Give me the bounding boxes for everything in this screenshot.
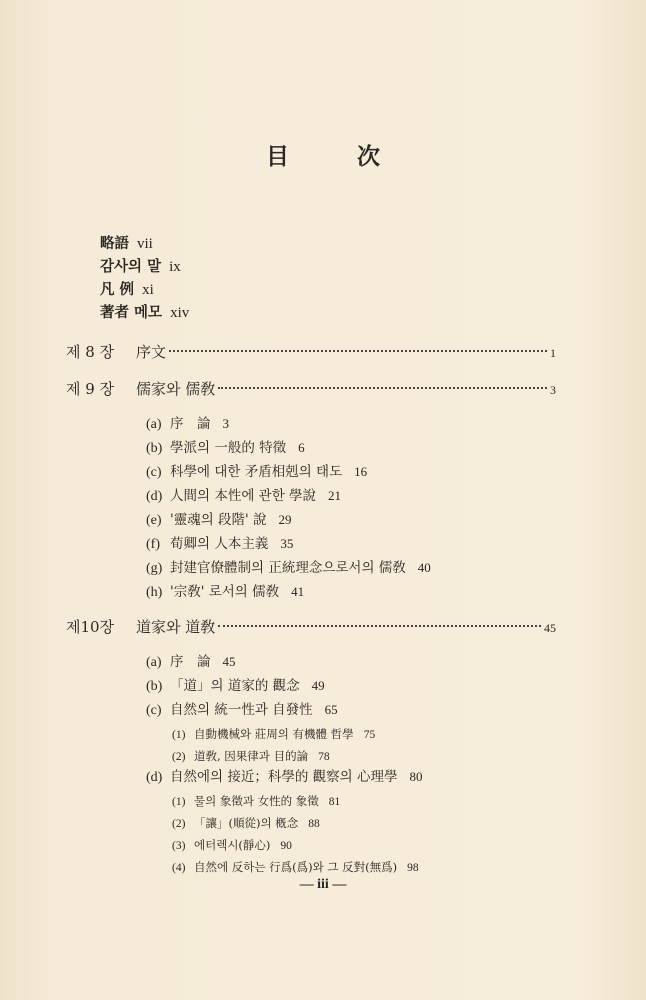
section-title: 序 論 (170, 654, 211, 670)
subsection-page: 98 (407, 862, 419, 874)
section-title: 人間의 本性에 관한 學說 (170, 488, 317, 504)
section-page: 21 (328, 488, 342, 503)
subsection-entry (172, 746, 330, 766)
section-letter: (g) (146, 561, 163, 576)
subsection-page: 88 (308, 818, 320, 830)
section-title: 科學에 대한 矛盾相剋의 태도 (170, 464, 343, 480)
section-page: 65 (324, 702, 338, 717)
section-letter: (b) (146, 441, 163, 456)
section-letter: (f) (146, 537, 160, 552)
subsection-title: 「讓」(順從)의 槪念 (194, 816, 299, 830)
chapter-page: 45 (544, 621, 556, 635)
section-entry (146, 675, 325, 697)
front-matter-label: 著者 메모 (100, 304, 163, 321)
section-entry (146, 699, 338, 721)
chapter-title: 序文 (136, 343, 167, 361)
front-matter-item (100, 232, 189, 255)
chapter-entry (66, 616, 556, 640)
chapter-title: 道家와 道敎 (136, 618, 216, 636)
front-matter-page: xiv (170, 305, 190, 321)
page-number-footer: — iii — (299, 877, 347, 892)
section-title: 自然에의 接近；科學的 觀察의 心理學 (170, 769, 398, 785)
section-entry (146, 651, 236, 673)
section-page: 29 (278, 512, 292, 527)
section-page: 3 (222, 416, 229, 431)
subsection-number: (4) (172, 862, 186, 874)
section-page: 45 (222, 654, 236, 669)
subsection-title: 물의 象徵과 女性的 象徵 (194, 794, 319, 808)
section-entry (146, 413, 229, 435)
front-matter-label: 凡 例 (100, 281, 135, 298)
section-letter: (a) (146, 655, 162, 670)
chapter-number: 제 9 장 (66, 380, 115, 398)
section-page: 49 (311, 678, 325, 693)
section-title: 學派의 一般的 特徵 (170, 440, 287, 456)
subsection-entry (172, 813, 320, 833)
subsection-page: 78 (318, 751, 330, 763)
dot-leader (218, 625, 541, 627)
chapter-entry (66, 378, 556, 402)
dot-leader (218, 387, 547, 389)
section-letter: (h) (146, 585, 163, 600)
section-page: 16 (354, 464, 368, 479)
chapter-page: 1 (550, 346, 556, 360)
subsection-title: 道敎, 因果律과 目的論 (194, 749, 309, 763)
subsection-entry (172, 791, 340, 811)
chapter-number: 제10장 (66, 618, 115, 636)
subsection-number: (1) (172, 796, 186, 808)
chapter-number: 제 8 장 (66, 343, 115, 361)
section-title: 「道」의 道家的 觀念 (170, 678, 300, 694)
section-title: 序 論 (170, 416, 211, 432)
subsection-title: 自然에 反하는 行爲(爲)와 그 反對(無爲) (194, 860, 398, 874)
section-title: 封建官僚體制의 正統理念으로서의 儒敎 (170, 560, 406, 576)
section-entry (146, 557, 431, 579)
section-page: 6 (298, 440, 305, 455)
subsection-entry (172, 857, 419, 877)
section-letter: (a) (146, 417, 162, 432)
section-letter: (c) (146, 465, 162, 480)
chapter-entry (66, 341, 556, 365)
front-matter-page: vii (137, 236, 153, 252)
front-matter-label: 略語 (100, 235, 129, 252)
section-page: 35 (280, 536, 294, 551)
subsection-title: 自動機械와 莊周의 有機體 哲學 (194, 727, 354, 741)
dot-leader (169, 350, 547, 352)
section-entry (146, 485, 341, 507)
section-letter: (c) (146, 703, 162, 718)
section-entry (146, 509, 292, 531)
section-letter: (d) (146, 770, 163, 785)
section-entry (146, 766, 423, 788)
section-entry (146, 581, 304, 603)
section-title: '靈魂의 段階' 說 (170, 512, 267, 528)
chapter-title: 儒家와 儒敎 (136, 380, 216, 398)
front-matter-item (100, 278, 189, 301)
section-title: 荀卿의 人本主義 (170, 536, 269, 552)
section-letter: (b) (146, 679, 163, 694)
section-entry (146, 533, 293, 555)
section-entry (146, 437, 305, 459)
chapter-page: 3 (550, 383, 556, 397)
section-letter: (d) (146, 489, 163, 504)
subsection-page: 81 (328, 796, 341, 808)
subsection-title: 에터렉시(靜心) (194, 838, 271, 852)
subsection-page: 75 (363, 729, 376, 741)
subsection-number: (3) (172, 840, 186, 852)
subsection-number: (1) (172, 729, 186, 741)
front-matter-label: 감사의 말 (100, 258, 162, 275)
subsection-page: 90 (280, 840, 292, 852)
section-entry (146, 461, 367, 483)
front-matter-item (100, 255, 189, 278)
front-matter-item (100, 301, 189, 324)
front-matter-page: xi (142, 282, 154, 298)
subsection-number: (2) (172, 818, 186, 830)
section-title: '宗敎' 로서의 儒敎 (170, 584, 280, 600)
front-matter-page: ix (169, 259, 181, 275)
subsection-entry (172, 835, 292, 855)
section-page: 80 (409, 769, 423, 784)
section-page: 40 (417, 560, 431, 575)
section-page: 41 (291, 584, 305, 599)
section-letter: (e) (146, 513, 162, 528)
subsection-number: (2) (172, 751, 186, 763)
subsection-entry (172, 724, 375, 744)
front-matter-list (100, 232, 189, 324)
section-title: 自然의 統一性과 自發性 (170, 702, 313, 718)
page-title: 目 次 (265, 143, 410, 170)
